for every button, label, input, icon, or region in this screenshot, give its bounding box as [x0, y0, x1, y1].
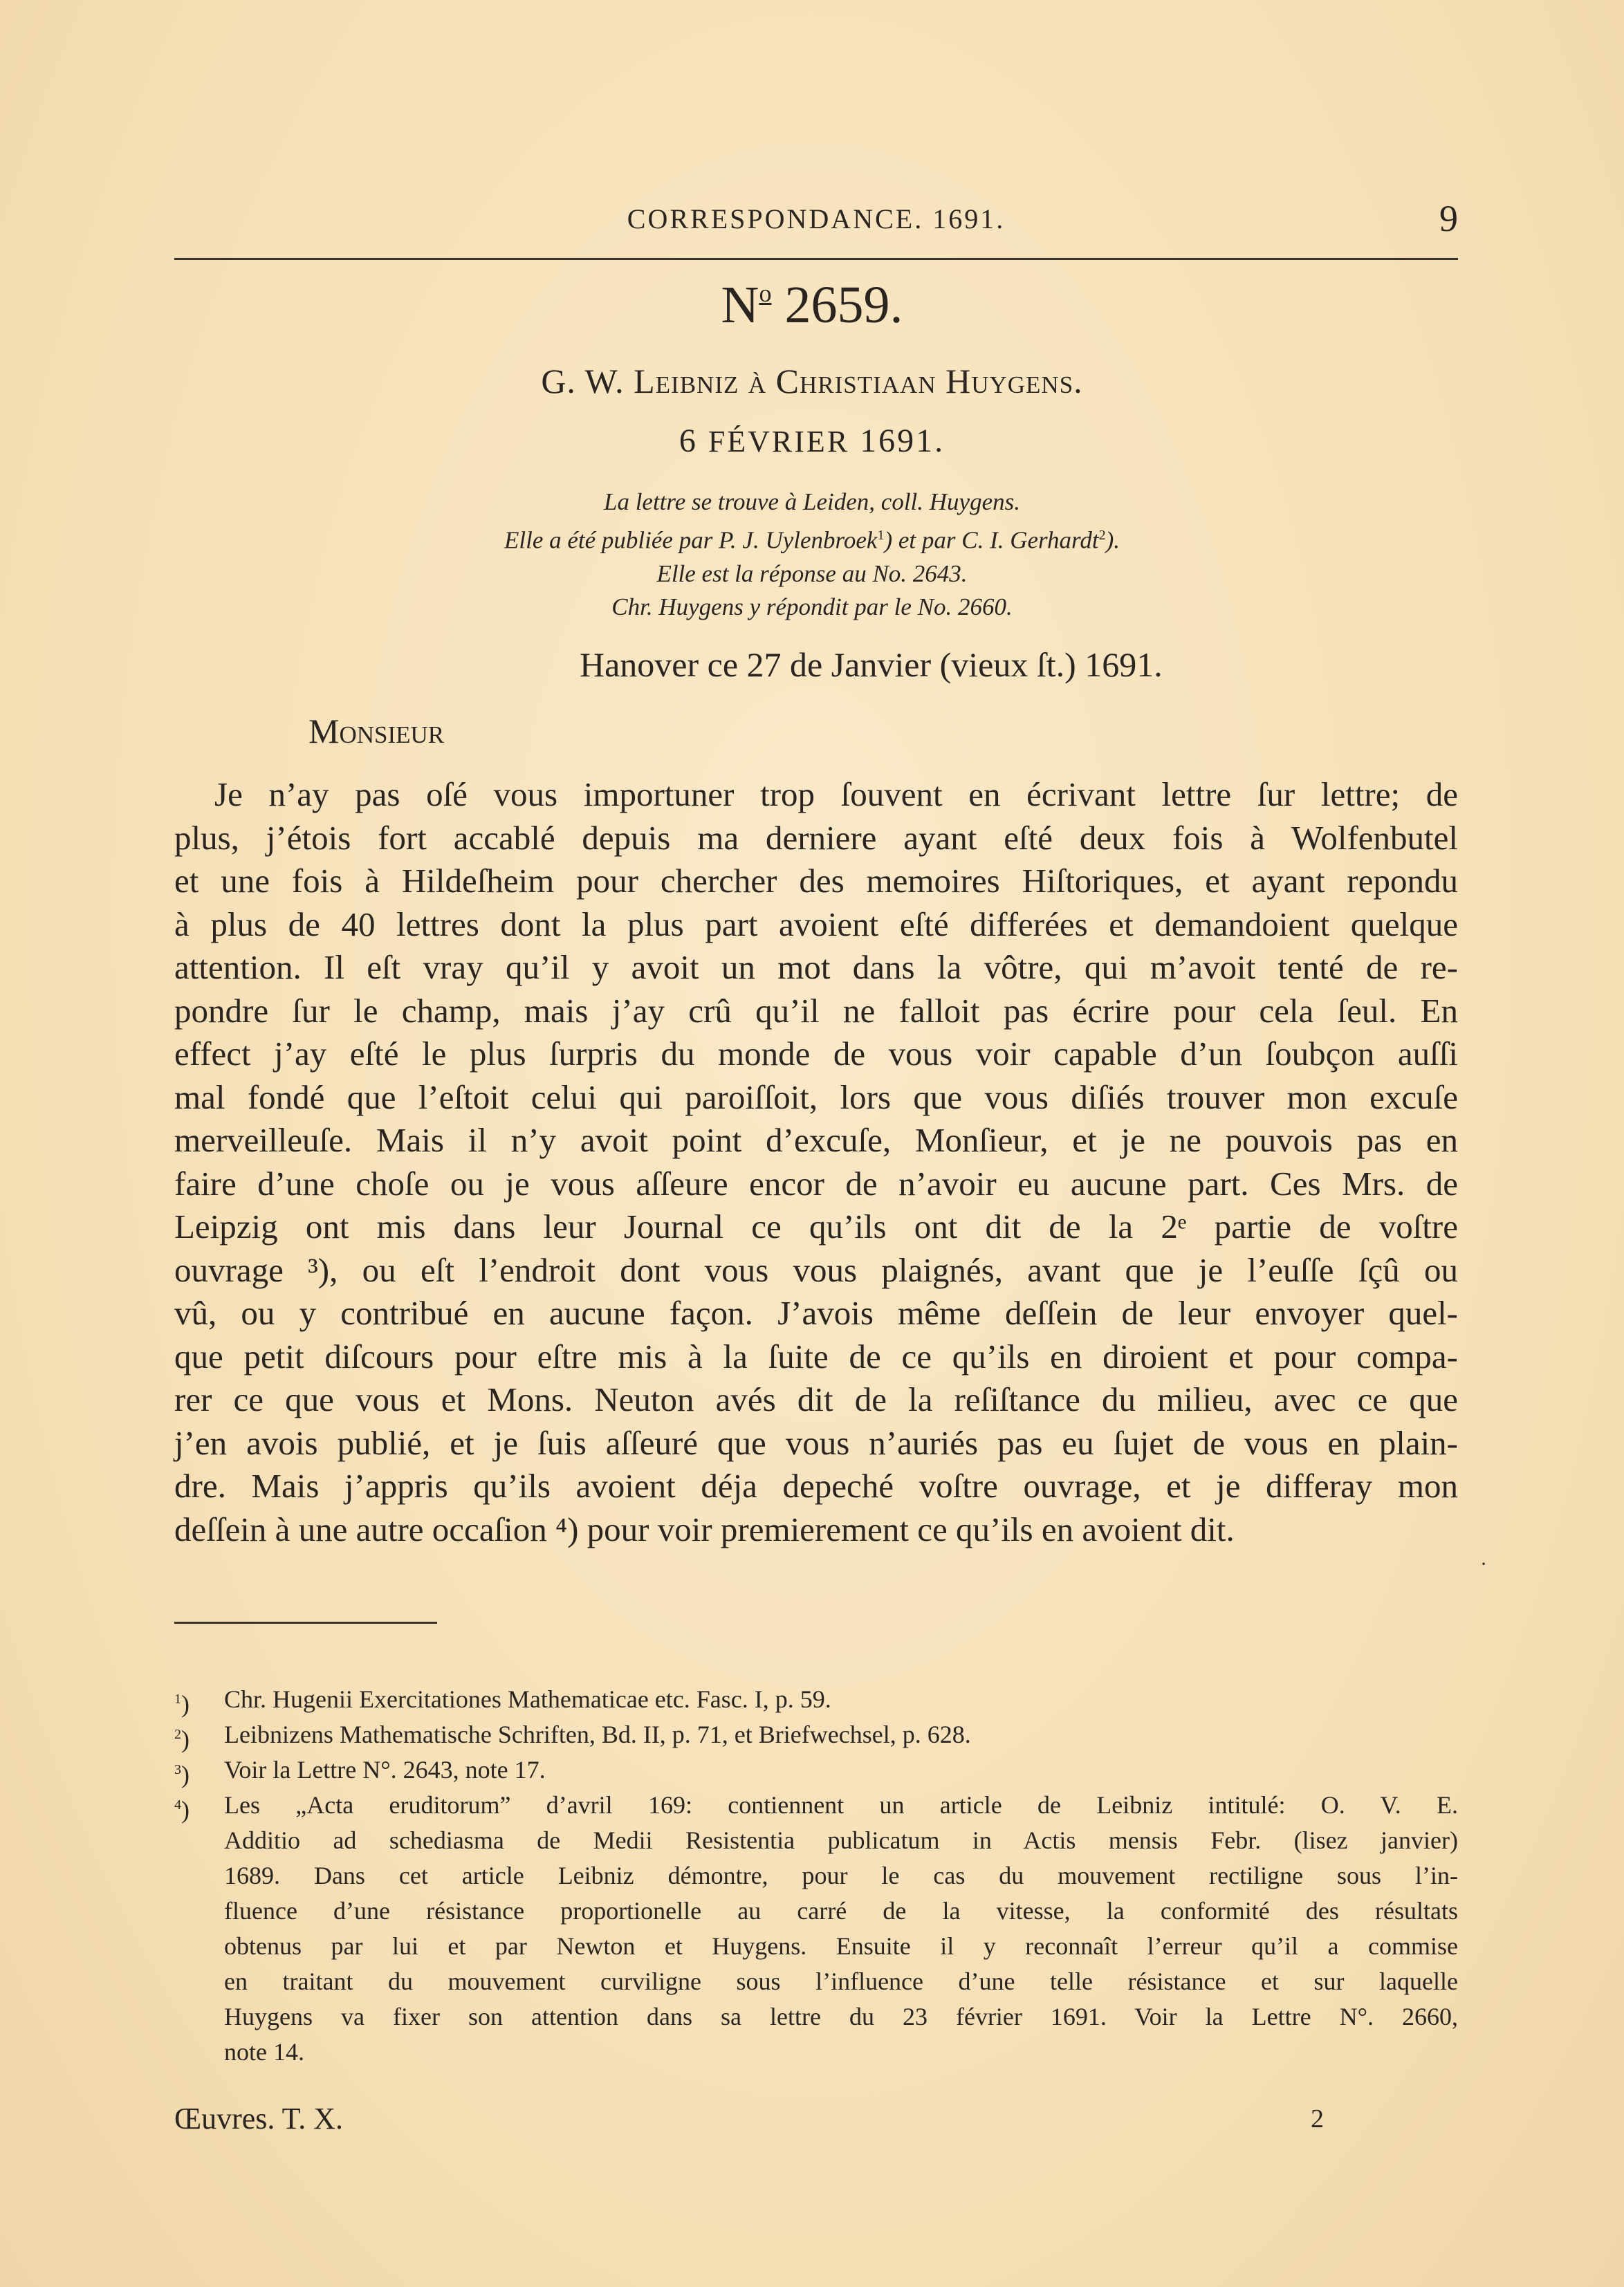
- provenance-text: ).: [1105, 526, 1120, 554]
- body-line: faire d’une choſe ou je vous aſſeure encor de n’avoir eu aucune part. Ces Mrs. de: [174, 1164, 1458, 1203]
- provenance-line: Chr. Huygens y répondit par le No. 2660.: [611, 593, 1013, 620]
- provenance-notes: [0, 485, 1624, 624]
- footnote-number: 3: [174, 1762, 181, 1777]
- sender-recipient-line: G. W. Leibniz à Christiaan Huygens.: [541, 362, 1083, 400]
- provenance-text: Elle a été publiée par P. J. Uylenbroek: [504, 526, 878, 554]
- signature-number: 2: [1311, 2104, 1324, 2133]
- body-line: plus, j’étois fort accablé depuis ma derniere ayant eſté deux fois à Wolfenbutel: [174, 818, 1458, 857]
- footnote-line: note 14.: [224, 2038, 304, 2066]
- body-line: Je n’ay pas oſé vous importuner trop ſouvent en écrivant lettre ſur lettre; de: [214, 775, 1458, 813]
- number-value: 2659.: [784, 276, 903, 334]
- footnote-ref[interactable]: 1: [877, 528, 885, 543]
- letter-number: [0, 275, 1624, 335]
- letter-body: [174, 773, 1458, 1551]
- date-month: FÉVRIER: [708, 425, 850, 459]
- footnote-mark: $^1$): [174, 1690, 190, 1718]
- footnote-line: 1689. Dans cet article Leibniz démontre, pour le cas du mouvement rectiligne sous l’in-: [224, 1862, 1458, 1889]
- salutation: Monsieur: [308, 712, 445, 750]
- body-line: pondre ſur le champ, mais j’ay crû qu’il ne falloit pas écrire pour cela ſeul. En: [174, 991, 1458, 1030]
- place-date: Hanover ce 27 de Janvier (vieux ſt.) 1691.: [580, 645, 1163, 684]
- body-line: j’en avois publié, et je ſuis aſſeuré que vous n’auriés pas eu ſujet de vous en plain-: [174, 1423, 1458, 1462]
- margin-mark: ·: [1480, 1553, 1487, 1575]
- footnote-line: fluence d’une résistance proportionelle au carré de la vitesse, la conformité des résultats: [224, 1897, 1458, 1925]
- body-line: à plus de 40 lettres dont la plus part avoient eſté differées et demandoient quelque: [174, 905, 1458, 943]
- footnote-number: 1: [174, 1692, 181, 1707]
- footnote-mark: $^2$): [174, 1725, 190, 1753]
- footnote-rule: [174, 1622, 437, 1624]
- footnote-line: Voir la Lettre N°. 2643, note 17.: [224, 1756, 546, 1784]
- footnote-line: en traitant du mouvement curviligne sous l’influence d’une telle résistance et sur laquelle: [224, 1967, 1458, 1995]
- running-title: CORRESPONDANCE. 1691.: [627, 203, 1006, 234]
- footnote-mark: $^3$): [174, 1761, 190, 1788]
- footnote-1: [174, 1682, 1458, 1717]
- footnote-line: Huygens va fixer son attention dans sa lettre du 23 février 1691. Voir la Lettre N°. 2660,: [224, 2003, 1458, 2030]
- footnote-line: obtenus par lui et par Newton et Huygens. Ensuite il y reconnaît l’erreur qu’il a commise: [224, 1932, 1458, 1960]
- number-prefix: N: [721, 276, 759, 334]
- letter-date: [0, 422, 1624, 460]
- footnote-3: [174, 1752, 1458, 1788]
- footnote-ref[interactable]: 2: [1098, 528, 1106, 543]
- provenance-line: [0, 519, 1624, 557]
- body-line: rer ce que vous et Mons. Neuton avés dit de la reſiſtance du milieu, avec ce que: [174, 1380, 1458, 1418]
- body-line: mal fondé que l’eſtoit celui qui paroiſſoit, lors que vous diſiés trouver mon excuſe: [174, 1077, 1458, 1116]
- footnote-4: [174, 1788, 1458, 2070]
- footnote-line: Les „Acta eruditorum” d’avril 169: contiennent un article de Leibniz intitulé: O. V. E.: [224, 1791, 1458, 1819]
- number-sup: o: [759, 279, 772, 307]
- footnotes: [174, 1682, 1458, 2070]
- body-line: merveilleuſe. Mais il n’y avoit point d’excuſe, Monſieur, et je ne pouvois pas en: [174, 1121, 1458, 1159]
- body-line: deſſein à une autre occaſion ⁴) pour voir premierement ce qu’ils en avoient dit.: [174, 1510, 1235, 1548]
- footnote-mark: $^4$): [174, 1796, 190, 1824]
- body-line: vû, ou y contribué en aucune façon. J’avois même deſſein de leur envoyer quel-: [174, 1294, 1458, 1332]
- provenance-text: ) et par C. I. Gerhardt: [884, 526, 1099, 554]
- footnote-2: [174, 1717, 1458, 1752]
- header-rule: [174, 258, 1458, 260]
- date-day: 6: [679, 423, 698, 459]
- body-line: attention. Il eſt vray qu’il y avoit un mot dans la vôtre, qui m’avoit tenté de re-: [174, 948, 1458, 986]
- footnote-line: Additio ad schediasma de Medii Resistentia publicatum in Actis mensis Febr. (lisez janvier): [224, 1826, 1458, 1854]
- footnote-number: 2: [174, 1727, 181, 1742]
- body-line: ouvrage ³), ou eſt l’endroit dont vous vous plaignés, avant que je l’euſſe ſçû ou: [174, 1250, 1458, 1289]
- provenance-line: Elle est la réponse au No. 2643.: [656, 559, 968, 587]
- page-number: 9: [1439, 198, 1458, 239]
- body-line: et une fois à Hildeſheim pour chercher des memoires Hiſtoriques, et ayant repondu: [174, 862, 1458, 900]
- footnote-number: 4: [174, 1797, 181, 1813]
- body-line: dre. Mais j’appris qu’ils avoient déja depeché voſtre ouvrage, et je differay mon: [174, 1467, 1458, 1505]
- body-line: Leipzig ont mis dans leur Journal ce qu’ils ont dit de la 2ᵉ partie de voſtre: [174, 1207, 1458, 1246]
- signature-mark: Œuvres. T. X.: [174, 2102, 344, 2136]
- running-head: [174, 197, 1458, 239]
- footnote-line: Chr. Hugenii Exercitationes Mathematicae etc. Fasc. I, p. 59.: [224, 1685, 831, 1713]
- provenance-line: La lettre se trouve à Leiden, coll. Huygens.: [603, 488, 1020, 515]
- body-line: effect j’ay eſté le plus ſurpris du monde de vous voir capable d’un ſoubçon auſſi: [174, 1035, 1458, 1073]
- date-year: 1691.: [860, 423, 945, 459]
- body-line: que petit diſcours pour eſtre mis à la ſuite de ce qu’ils en diroient et pour compa-: [174, 1337, 1458, 1376]
- footnote-line: Leibnizens Mathematische Schriften, Bd. II, p. 71, et Briefwechsel, p. 628.: [224, 1721, 971, 1748]
